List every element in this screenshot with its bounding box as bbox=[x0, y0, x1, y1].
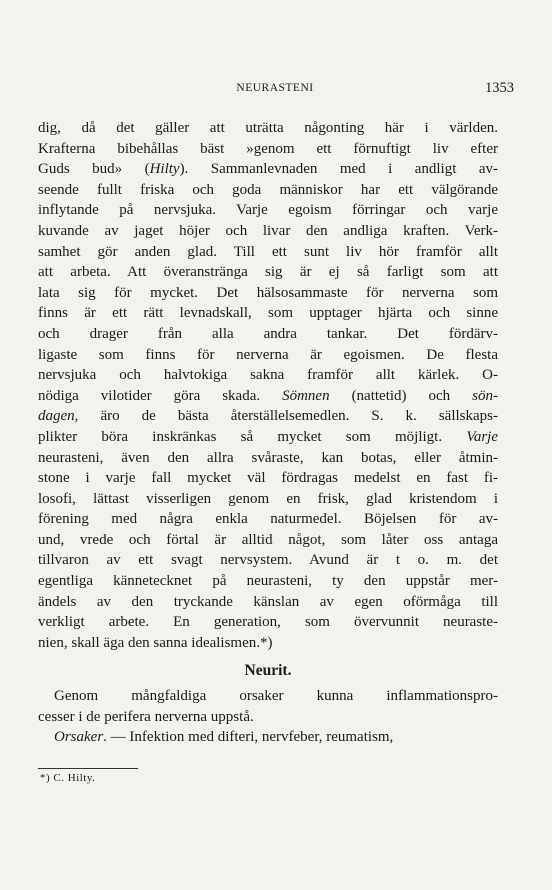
italic-text: Sömnen bbox=[282, 387, 330, 404]
text-line bbox=[38, 262, 498, 283]
text-segment: neurasteni, även den allra svåraste, kan botas, eller åtmin- bbox=[38, 449, 498, 466]
page-number: 1353 bbox=[485, 80, 514, 96]
paragraph-1 bbox=[38, 118, 498, 653]
text-segment: finns är ett rätt levnadskall, som upptager hjärta och sinne bbox=[38, 305, 498, 322]
text-line bbox=[38, 139, 498, 160]
text-line bbox=[38, 324, 498, 345]
italic-text: sön- bbox=[472, 387, 498, 404]
paragraph-3 bbox=[38, 727, 498, 748]
italic-text: Varje bbox=[466, 428, 498, 445]
text-segment: , äro de bästa återställelsemedlen. S. k. sällskaps- bbox=[74, 408, 498, 425]
text-segment: . — Infektion med difteri, nervfeber, reumatism, bbox=[103, 729, 394, 746]
footnote: *) C. Hilty. bbox=[40, 772, 96, 784]
text-segment: att arbeta. Att överanstränga sig är ej så farligt som att bbox=[38, 264, 498, 281]
text-segment: dig, då det gäller att uträtta någonting här i världen. bbox=[38, 120, 498, 136]
text-line bbox=[38, 592, 498, 613]
text-line bbox=[38, 118, 498, 139]
text-segment: cesser i de perifera nerverna uppstå. bbox=[38, 708, 254, 725]
text-line bbox=[38, 707, 498, 728]
text-segment: tillvaron av ett svagt nervsystem. Avund är t o. m. det bbox=[38, 552, 498, 569]
body-text bbox=[38, 118, 498, 748]
text-line bbox=[38, 406, 498, 427]
text-line bbox=[38, 242, 498, 263]
text-segment: Krafterna bibehållas bäst »genom ett förnuftigt liv efter bbox=[38, 140, 498, 157]
italic-text: Hilty bbox=[149, 161, 180, 178]
text-line bbox=[38, 180, 498, 201]
text-segment: inflytande på nervsjuka. Varje egoism förringar och varje bbox=[38, 202, 498, 219]
text-line bbox=[38, 386, 498, 407]
running-head: NEURASTENI bbox=[236, 82, 314, 94]
text-line bbox=[38, 345, 498, 366]
text-segment: förening med några enkla naturmedel. Böjelsen för av- bbox=[38, 511, 498, 528]
text-line bbox=[38, 303, 498, 324]
text-segment: ligaste som finns för nerverna är egoismen. De flesta bbox=[38, 346, 498, 363]
text-segment: losofi, lättast visserligen genom en frisk, glad kristendom i bbox=[38, 490, 498, 507]
text-segment: ändels av den tryckande känslan av egen oförmåga till bbox=[38, 593, 498, 610]
footnote-rule bbox=[38, 768, 138, 769]
text-segment: ). Sammanlevnaden med i andligt av- bbox=[179, 161, 498, 178]
text-segment: verkligt arbete. En generation, som övervunnit neuraste- bbox=[38, 614, 498, 631]
text-segment: nervsjuka och halvtokiga sakna framför allt kärlek. O- bbox=[38, 367, 498, 384]
text-segment: egentliga kännetecknet på neurasteni, ty den uppstår mer- bbox=[38, 573, 498, 590]
text-line bbox=[38, 427, 498, 448]
text-segment: und, vrede och förtal är alltid något, som låter oss antaga bbox=[38, 531, 498, 548]
section-heading: Neurit. bbox=[244, 662, 292, 680]
text-segment: lata sig för mycket. Det hälsosammaste för nerverna som bbox=[38, 284, 498, 301]
text-line bbox=[38, 365, 498, 386]
paragraph-2 bbox=[38, 686, 498, 727]
text-line bbox=[38, 221, 498, 242]
page-header bbox=[36, 80, 514, 100]
text-line bbox=[38, 633, 498, 654]
text-segment: plikter böra inskränkas så mycket som möjligt. bbox=[38, 428, 467, 445]
text-line bbox=[38, 686, 498, 707]
text-line bbox=[38, 448, 498, 469]
italic-text: Orsaker bbox=[54, 729, 104, 746]
text-segment: Guds bud» ( bbox=[38, 161, 150, 178]
text-segment: kuvande av jaget höjer och livar den andliga kraften. Verk- bbox=[38, 222, 498, 239]
text-segment: stone i varje fall mycket väl fördragas medelst en fast fi- bbox=[38, 470, 498, 487]
text-segment: (nattetid) och bbox=[329, 387, 473, 404]
text-segment: samhet gör anden glad. Till ett sunt liv hör framför allt bbox=[38, 243, 498, 260]
text-line bbox=[38, 612, 498, 633]
text-line bbox=[38, 200, 498, 221]
text-segment: nien, skall äga den sanna idealismen.*) bbox=[38, 634, 273, 651]
text-line bbox=[38, 727, 498, 748]
text-segment: nödiga vilotider göra skada. bbox=[38, 387, 283, 404]
text-segment: Genom mångfaldiga orsaker kunna inflammationspro- bbox=[54, 688, 498, 705]
text-line bbox=[38, 159, 498, 180]
text-segment: och drager från alla andra tankar. Det fördärv- bbox=[38, 325, 498, 342]
text-line bbox=[38, 509, 498, 530]
text-line bbox=[38, 489, 498, 510]
text-line bbox=[38, 571, 498, 592]
italic-text: dagen bbox=[38, 408, 75, 425]
text-line bbox=[38, 530, 498, 551]
text-line bbox=[38, 550, 498, 571]
text-line bbox=[38, 283, 498, 304]
text-line bbox=[38, 468, 498, 489]
text-segment: seende fullt friska och goda människor har ett välgörande bbox=[38, 181, 498, 198]
